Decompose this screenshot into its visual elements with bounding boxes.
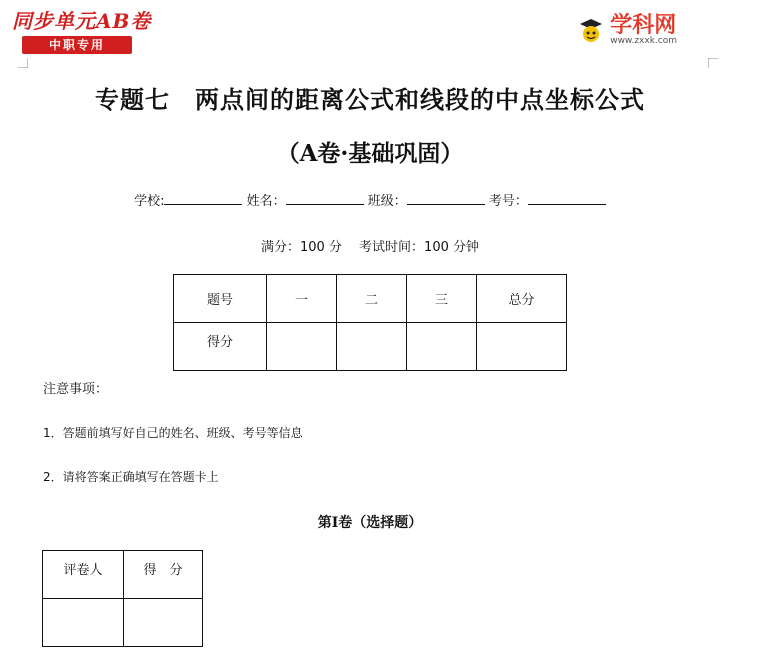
- section-title: 第Ⅰ卷（选择题）: [317, 515, 423, 531]
- score-cell[interactable]: [477, 323, 567, 371]
- site-domain: www.zxxk.com: [610, 36, 677, 46]
- mascot-icon: [576, 15, 606, 45]
- grader-cell[interactable]: [124, 599, 203, 647]
- corner-mark-right: [708, 58, 718, 68]
- score-header-cell: 总分: [477, 275, 567, 323]
- student-info-line: [0, 190, 740, 209]
- school-label: 学校:: [134, 194, 165, 209]
- name-blank[interactable]: [286, 191, 364, 205]
- site-logo: [576, 12, 677, 48]
- exam-no-blank[interactable]: [528, 191, 606, 205]
- brand-logo: [12, 8, 162, 54]
- score-cell[interactable]: [407, 323, 477, 371]
- grader-table-header-row: [43, 551, 203, 599]
- score-cell[interactable]: [337, 323, 407, 371]
- score-header-cell: 三: [407, 275, 477, 323]
- score-table-header-row: [174, 275, 567, 323]
- score-row-label: 得分: [174, 323, 267, 371]
- grader-header-cell: 得 分: [124, 551, 203, 599]
- brand-title: 同步单元AB卷: [12, 9, 152, 33]
- corner-mark-left: [18, 58, 28, 68]
- score-header-cell: 一: [267, 275, 337, 323]
- page-subtitle: （A卷·基础巩固）: [276, 140, 464, 167]
- score-header-cell: 二: [337, 275, 407, 323]
- site-name: 学科网: [610, 13, 677, 38]
- grader-cell[interactable]: [43, 599, 124, 647]
- class-label: 班级：: [367, 194, 407, 209]
- note-item: 1．答题前填写好自己的姓名、班级、考号等信息: [43, 426, 303, 440]
- score-cell[interactable]: [267, 323, 337, 371]
- page-title: 专题七 两点间的距离公式和线段的中点坐标公式: [95, 85, 645, 114]
- school-blank[interactable]: [164, 191, 242, 205]
- brand-badge: 中职专用: [22, 36, 132, 54]
- exam-no-label: 考号：: [488, 194, 528, 209]
- score-table-row: [174, 323, 567, 371]
- grader-header-cell: 评卷人: [43, 551, 124, 599]
- score-table: [173, 274, 567, 371]
- exam-info: 满分：100 分 考试时间：100 分钟: [260, 240, 480, 255]
- class-blank[interactable]: [407, 191, 485, 205]
- note-item: 2．请将答案正确填写在答题卡上: [43, 470, 219, 484]
- name-label: 姓名：: [246, 194, 286, 209]
- score-header-cell: 题号: [174, 275, 267, 323]
- notes-title: 注意事项：: [43, 382, 109, 397]
- grader-table-row: [43, 599, 203, 647]
- grader-table: [42, 550, 203, 647]
